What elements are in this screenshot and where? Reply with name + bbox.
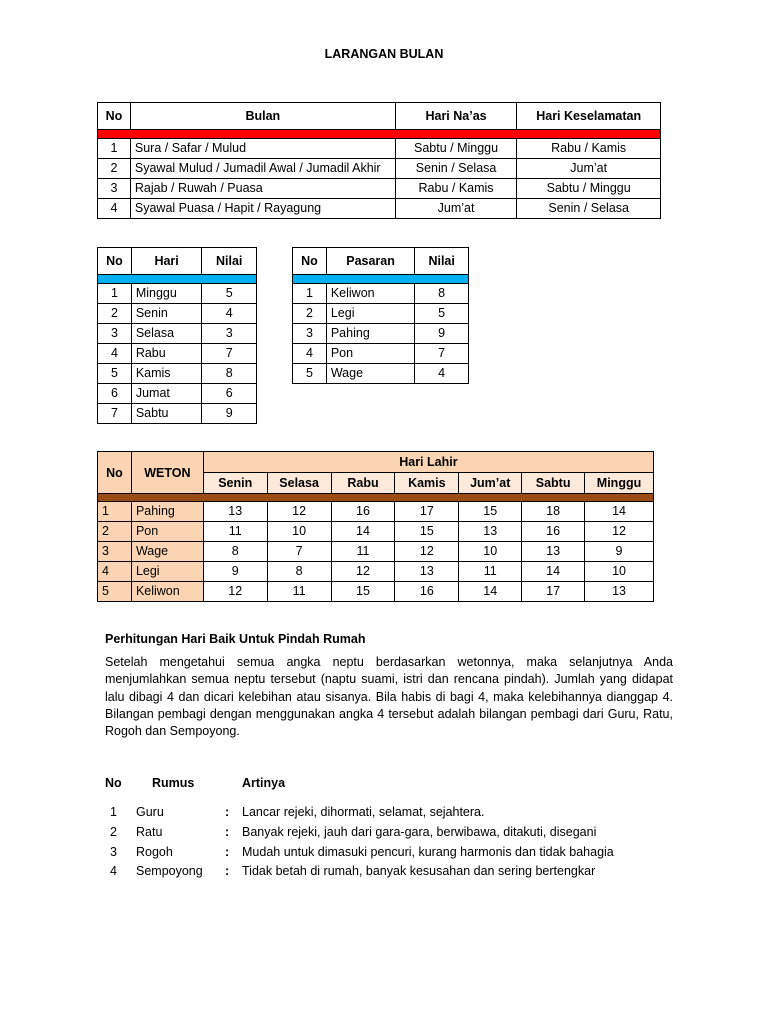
rumus-no: 2 (110, 825, 117, 839)
table-cell: 4 (98, 562, 132, 582)
table-cell: 3 (202, 324, 257, 344)
table-row (98, 324, 257, 344)
brown-divider-bar (98, 494, 654, 502)
table-cell: Sabtu / Minggu (395, 139, 517, 159)
table-row (98, 364, 257, 384)
table-row (98, 159, 661, 179)
table-cell: Pon (326, 344, 414, 364)
rumus-header-no: No (105, 776, 122, 790)
pasaran-table (292, 247, 469, 384)
table-cell: 10 (585, 562, 654, 582)
table-cell: 3 (98, 324, 132, 344)
table-cell: 6 (202, 384, 257, 404)
column-header: No (98, 452, 132, 494)
table-cell: 9 (202, 404, 257, 424)
table-cell: 2 (98, 159, 131, 179)
table-row (98, 304, 257, 324)
table-cell: 3 (293, 324, 327, 344)
column-header: No (98, 248, 132, 275)
table-cell: 12 (331, 562, 395, 582)
table-cell: 8 (267, 562, 331, 582)
table-cell: Pon (131, 522, 203, 542)
table-row (98, 384, 257, 404)
table-cell: Wage (326, 364, 414, 384)
table-cell: Minggu (131, 284, 202, 304)
table-cell: 11 (331, 542, 395, 562)
table-cell: 12 (203, 582, 267, 602)
column-header: Bulan (130, 103, 395, 130)
table-cell: 13 (522, 542, 585, 562)
table-cell: 15 (331, 582, 395, 602)
table-cell: 2 (98, 522, 132, 542)
table-cell: 3 (98, 179, 131, 199)
table-cell: 10 (459, 542, 522, 562)
table-cell: 1 (293, 284, 327, 304)
table-cell: Jum’at (395, 199, 517, 219)
table-cell: 17 (522, 582, 585, 602)
table-row (98, 582, 654, 602)
rumus-header-rumus: Rumus (152, 776, 195, 790)
table-cell: 13 (203, 502, 267, 522)
rumus-separator: : (225, 825, 230, 839)
rumus-name: Rogoh (136, 845, 173, 859)
hari-table (97, 247, 257, 424)
table-cell: 15 (395, 522, 459, 542)
table-cell: 2 (98, 304, 132, 324)
table-row (98, 404, 257, 424)
column-header: Hari Keselamatan (517, 103, 661, 130)
column-header: WETON (131, 452, 203, 494)
table-header-row (98, 452, 654, 473)
table-cell: 18 (522, 502, 585, 522)
table-cell: 13 (395, 562, 459, 582)
table-cell: 5 (98, 582, 132, 602)
column-header: Rabu (331, 473, 395, 494)
column-header: Kamis (395, 473, 459, 494)
column-header: No (98, 103, 131, 130)
column-header: No (293, 248, 327, 275)
table-cell: 4 (415, 364, 469, 384)
table-cell: Rabu (131, 344, 202, 364)
table-cell: Kamis (131, 364, 202, 384)
rumus-name: Sempoyong (136, 864, 203, 878)
table-cell: Rabu / Kamis (517, 139, 661, 159)
table-row (98, 284, 257, 304)
table-cell: 12 (267, 502, 331, 522)
rumus-header-artinya: Artinya (242, 776, 286, 790)
table-cell: 7 (202, 344, 257, 364)
table-row (98, 542, 654, 562)
page-title: LARANGAN BULAN (324, 47, 444, 61)
table-cell: 16 (395, 582, 459, 602)
table-cell: 6 (98, 384, 132, 404)
table-cell: 7 (98, 404, 132, 424)
red-divider-bar (98, 130, 661, 139)
table-cell: 15 (459, 502, 522, 522)
table-cell: 16 (522, 522, 585, 542)
table-cell: 1 (98, 139, 131, 159)
rumus-name: Guru (136, 805, 164, 819)
column-header: Nilai (202, 248, 257, 275)
table-cell: 11 (267, 582, 331, 602)
table-cell: 16 (331, 502, 395, 522)
table-cell: Selasa (131, 324, 202, 344)
table-cell: Pahing (326, 324, 414, 344)
table-cell: 17 (395, 502, 459, 522)
blue-divider-bar (293, 275, 469, 284)
table-cell: Senin / Selasa (517, 199, 661, 219)
table-header-row (98, 103, 661, 130)
rumus-no: 4 (110, 864, 117, 878)
rumus-meaning: Mudah untuk dimasuki pencuri, kurang harmonis dan tidak bahagia (242, 845, 614, 859)
table-cell: Sabtu (131, 404, 202, 424)
section-heading: Perhitungan Hari Baik Untuk Pindah Rumah (105, 632, 366, 646)
rumus-meaning: Lancar rejeki, dihormati, selamat, sejahtera. (242, 805, 485, 819)
table-cell: 1 (98, 502, 132, 522)
table-cell: Syawal Puasa / Hapit / Rayagung (130, 199, 395, 219)
group-header: Hari Lahir (203, 452, 653, 473)
rumus-meaning: Tidak betah di rumah, banyak kesusahan dan sering bertengkar (242, 864, 596, 878)
table-cell: 8 (202, 364, 257, 384)
table-cell: 7 (415, 344, 469, 364)
table-cell: 7 (267, 542, 331, 562)
table-cell: 5 (202, 284, 257, 304)
table-cell: Jumat (131, 384, 202, 404)
table-cell: 5 (98, 364, 132, 384)
table-row (98, 502, 654, 522)
rumus-name: Ratu (136, 825, 163, 839)
table-cell: 11 (203, 522, 267, 542)
body-paragraph: Setelah mengetahui semua angka neptu berdasarkan wetonnya, maka selanjutnya Anda menjumlahkan semua neptu tersebut (naptu suami, istri dan rencana pindah). Jumlah yang didapat lalu dibagi 4 dan dicari kelebihan atau sisanya. Bila habis di bagi 4, maka kelebihannya dianggap 4. Bilangan pembagi dengan menggunakan angka 4 tersebut adalah bilangan pembagi dari Guru, Ratu, Rogoh dan Sempoyong. (105, 655, 673, 739)
table-cell: 4 (98, 344, 132, 364)
rumus-separator: : (225, 805, 230, 819)
table-row (293, 364, 469, 384)
table-cell: 14 (331, 522, 395, 542)
table-cell: 14 (459, 582, 522, 602)
table-row (293, 344, 469, 364)
table-row (293, 324, 469, 344)
table-cell: Legi (131, 562, 203, 582)
table-row (293, 284, 469, 304)
table-row (98, 179, 661, 199)
rumus-no: 1 (110, 805, 117, 819)
table-cell: 5 (293, 364, 327, 384)
table-row (98, 344, 257, 364)
table-cell: 5 (415, 304, 469, 324)
table-cell: 12 (395, 542, 459, 562)
rumus-separator: : (225, 845, 230, 859)
table-cell: 14 (522, 562, 585, 582)
table-row (98, 139, 661, 159)
table-cell: Rajab / Ruwah / Puasa (130, 179, 395, 199)
table-row (98, 562, 654, 582)
column-header: Senin (203, 473, 267, 494)
column-header: Nilai (415, 248, 469, 275)
column-header: Hari Na’as (395, 103, 517, 130)
table-cell: 11 (459, 562, 522, 582)
table-cell: Jum’at (517, 159, 661, 179)
rumus-meaning: Banyak rejeki, jauh dari gara-gara, berwibawa, ditakuti, disegani (242, 825, 597, 839)
table-cell: 9 (203, 562, 267, 582)
column-header: Minggu (585, 473, 654, 494)
table-cell: 1 (98, 284, 132, 304)
table-cell: 4 (202, 304, 257, 324)
table-row (293, 304, 469, 324)
column-header: Jum’at (459, 473, 522, 494)
table-cell: Legi (326, 304, 414, 324)
table-header-row (98, 248, 257, 275)
table-row (98, 522, 654, 542)
rumus-separator: : (225, 864, 230, 878)
larangan-bulan-table (97, 102, 661, 219)
table-cell: 10 (267, 522, 331, 542)
table-cell: 3 (98, 542, 132, 562)
table-cell: 8 (203, 542, 267, 562)
table-cell: 4 (98, 199, 131, 219)
table-cell: Sura / Safar / Mulud (130, 139, 395, 159)
weton-table (97, 451, 654, 602)
table-header-row (293, 248, 469, 275)
table-cell: Sabtu / Minggu (517, 179, 661, 199)
table-cell: 9 (585, 542, 654, 562)
rumus-no: 3 (110, 845, 117, 859)
column-header: Sabtu (522, 473, 585, 494)
table-cell: 4 (293, 344, 327, 364)
column-header: Selasa (267, 473, 331, 494)
table-cell: Keliwon (131, 582, 203, 602)
table-cell: 13 (585, 582, 654, 602)
table-cell: Syawal Mulud / Jumadil Awal / Jumadil Akhir (130, 159, 395, 179)
column-header: Hari (131, 248, 202, 275)
table-cell: 12 (585, 522, 654, 542)
table-row (98, 199, 661, 219)
table-cell: 2 (293, 304, 327, 324)
table-cell: Wage (131, 542, 203, 562)
table-cell: Rabu / Kamis (395, 179, 517, 199)
blue-divider-bar (98, 275, 257, 284)
table-cell: 8 (415, 284, 469, 304)
table-cell: Pahing (131, 502, 203, 522)
column-header: Pasaran (326, 248, 414, 275)
table-cell: 14 (585, 502, 654, 522)
table-cell: Keliwon (326, 284, 414, 304)
table-cell: Senin / Selasa (395, 159, 517, 179)
table-cell: 9 (415, 324, 469, 344)
table-cell: Senin (131, 304, 202, 324)
table-cell: 13 (459, 522, 522, 542)
